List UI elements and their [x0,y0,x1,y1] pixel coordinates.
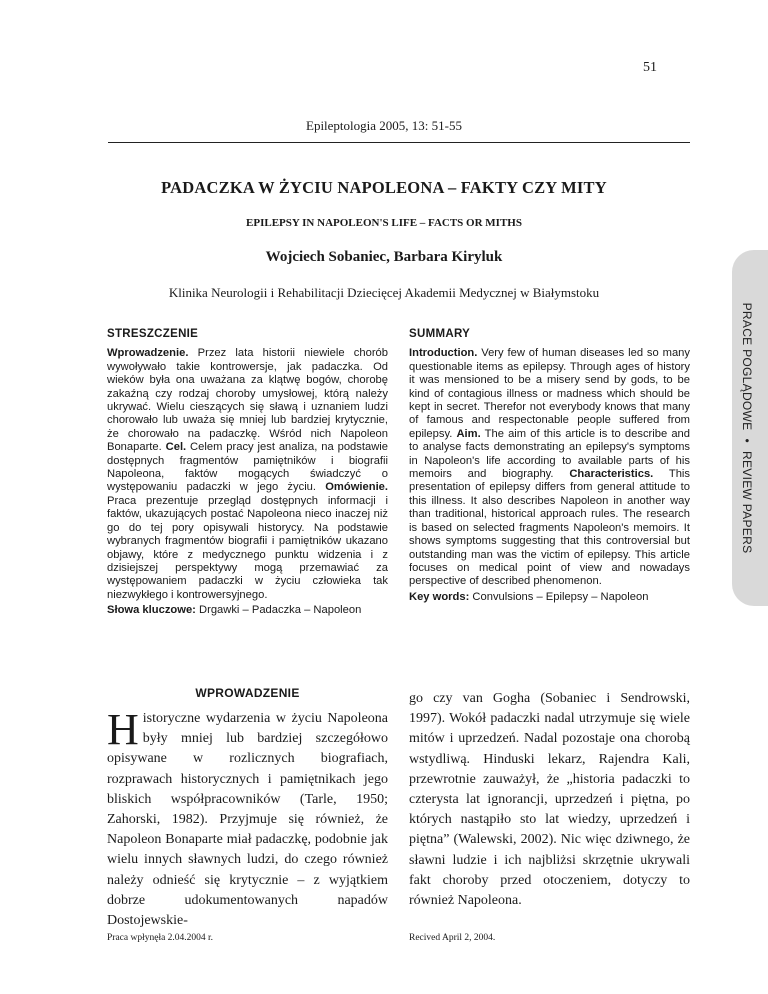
authors: Wojciech Sobaniec, Barbara Kiryluk [265,249,503,265]
side-tab-label-en: REVIEW PAPERS [740,451,754,554]
keywords-text: Drgawki – Padaczka – Napoleon [195,604,362,617]
introduction-text: Very few of human diseases led so many questionable items as epilepsy. Through ages of history it was mensioned to be a misery send by gods, to be kind of contagious illness or madness which should be kept in secret. Therefor not everybody knows that many of famous and respectonable people suffered from epilepsy. [409,347,690,440]
aim-text: Celem pracy jest analiza, na podstawie dostępnych fragmentów pamiętników i biografii Napoleona, faktów mogących świadczyć o występowaniu padaczki w jego życiu. [107,441,388,494]
page-number: 51 [643,60,657,75]
keywords-pl [107,604,388,617]
keywords-label-en: Key words: [409,590,470,603]
aim-text-en: The aim of this article is to describe and to analyse facts demonstrating an epilepsy's symptoms in Napoleon's life according to available parts of his memoirs and biography. [409,427,690,481]
aim-label-en: Aim. [456,427,481,440]
body-text-right: go czy van Gogha (Sobaniec i Sendrowski, 1997). Wokół padaczki nadal utrzymuje się wiele mitów i uprzedzeń. Nadal pozostaje ona chorobą wstydliwą. Hinduski lekarz, Rajendra Kali, przewrotnie zauważył, że „historia padaczki to czterysta lat ignorancji, uprzedzeń i piętna, po których nastąpiło sto lat wiedzy, uprzedzeń i piętna” (Walewski, 2002). Nic więc dziwnego, że sławni ludzie i ich najbliżsi skrzętnie ukrywali fakt choroby przed otoczeniem, dotyczy to również Napoleona. [409,691,690,909]
body-column-right [409,689,690,911]
received-date-en: Recived April 2, 2004. [409,933,496,943]
introduction-label: Introduction. [409,347,478,360]
summary-heading: SUMMARY [409,328,471,340]
streszczenie-body [107,347,388,602]
keywords-label: Słowa kluczowe: [107,604,196,617]
keywords-en [409,591,690,604]
discussion-label: Omówienie. [325,481,389,494]
aim-label: Cel. [165,441,187,454]
side-tab-label-pl: PRACE POGLĄDOWE [740,302,754,431]
intro-text: Przez lata historii niewiele chorób wywoływało takie kontrowersje, jak padaczka. Od wieków była ona uważana za klątwę bogów, chorobę zakaźną czy rodzaj choroby umysłowej, którą należy ukrywać. Wielu cieszących się sławą i uznaniem ludzi chorowało lub uważa się mniej lub bardziej krytycznie, że chorowało na padaczkę. Wśród nich Napoleon Bonaparte. [107,347,388,454]
journal-reference: Epileptologia 2005, 13: 51-55 [306,118,462,133]
discussion-text: Praca prezentuje przegląd dostępnych informacji i faktów, ukazujących postać Napoleona nieco inaczej niż go do tej pory opisywali historycy. Na podstawie wybranych fragmentów biografii i pamiętników ukazano objawy, które z medycznego punktu widzenia i z dzisiejszej perspektywy mogą przemawiać za występowaniem padaczki w życiu człowieka tak niezwykłego i kontrowersyjnego. [107,494,388,601]
article-title: PADACZKA W ŻYCIU NAPOLEONA – FAKTY CZY MITY [161,178,607,197]
body-column-left [107,705,388,931]
summary-body [409,347,690,588]
header-rule [108,142,690,143]
body-text-left: istoryczne wydarzenia w życiu Napoleona były mniej lub bardziej szczegółowo opisywane w rozlicznych biografiach, rozprawach historycznych i pamiętnikach jego bliskich współpracowników (Tarle, 1950; Zahorski, 1982). Przyjmuje się również, że Napoleon Bonaparte miał padaczkę, podobnie jak wielu innych sławnych ludzi, do czego również należy odnieść się krytycznie – z wyjątkiem dobrze udokumentowanych napadów Dostojewskie- [107,711,388,929]
characteristics-label: Characteristics. [569,468,654,481]
affiliation: Klinika Neurologii i Rehabilitacji Dziecięcej Akademii Medycznej w Białymstoku [168,285,600,300]
article-subtitle: EPILEPSY IN NAPOLEON'S LIFE – FACTS OR MITHS [246,217,522,229]
streszczenie-heading: STRESZCZENIE [107,328,199,340]
side-tab-label [740,303,754,554]
intro-label: Wprowadzenie. [107,347,189,360]
side-tab-separator: • [740,438,754,443]
abstract-english [409,328,690,604]
characteristics-text: This presentation of epilepsy differs from general attitude to this illness. It also describes Napoleon in another way than traditional, historical approach rules. The research is based on selected fragments Napoleon's memoirs. It shows symptoms suggesting that this controversial but outstanding man was the victim of epilepsy. This article focuses on medical point of view and nowadays perspective of described phenomenon. [409,468,691,588]
section-heading: WPROWADZENIE [195,686,300,700]
received-date-pl: Praca wpłynęła 2.04.2004 r. [107,933,214,943]
abstract-polish [107,328,388,618]
keywords-text-en: Convulsions – Epilepsy – Napoleon [469,590,649,603]
drop-cap: H [107,705,139,754]
